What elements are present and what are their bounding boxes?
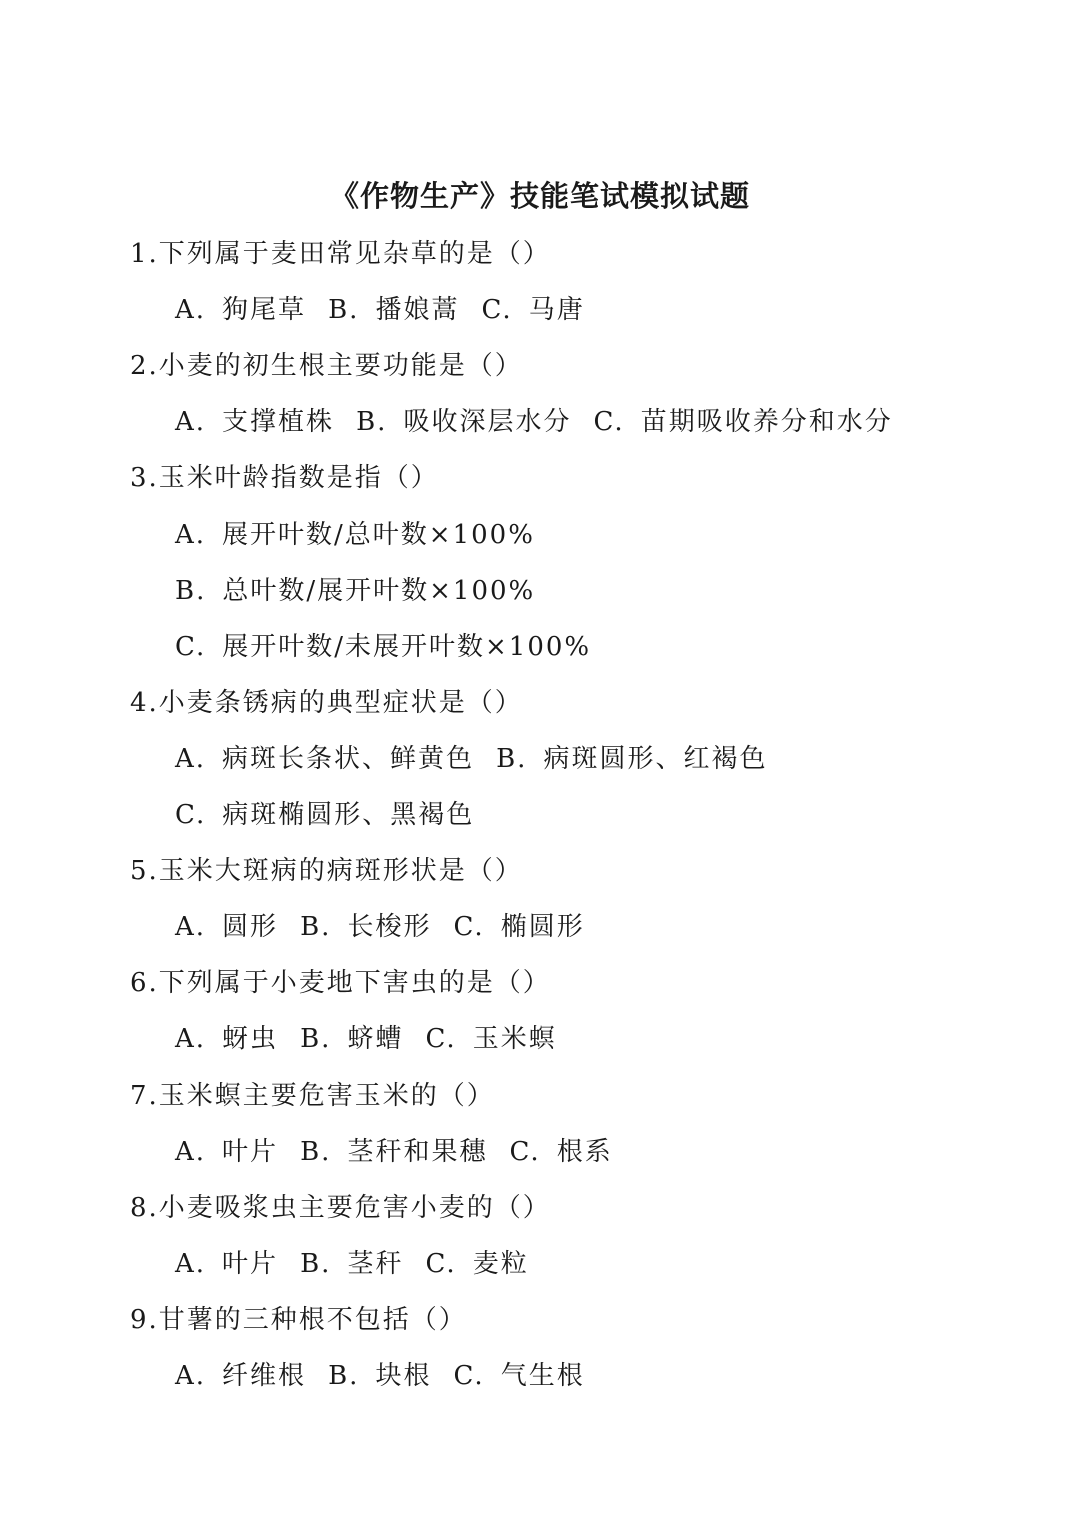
option-text: 病斑圆形、红褐色 — [543, 743, 768, 774]
question-1: 1.下列属于麦田常见杂草的是（） — [130, 239, 551, 269]
option — [509, 1132, 612, 1172]
options-row — [175, 402, 893, 442]
option — [175, 627, 591, 667]
option — [175, 1132, 278, 1172]
option-key: A. — [175, 295, 207, 326]
option-text: 展开叶数/总叶数×100% — [222, 519, 535, 550]
option-text: 茎秆和果穗 — [347, 1136, 488, 1167]
option-key: A. — [175, 519, 207, 550]
option-text: 吸收深层水分 — [403, 407, 572, 438]
option-key: A. — [175, 912, 207, 943]
option — [453, 1356, 584, 1396]
option-key: C. — [453, 1361, 485, 1391]
question-2: 2.小麦的初生根主要功能是（） — [130, 351, 523, 382]
option — [175, 402, 334, 442]
option — [425, 1019, 556, 1059]
options-row — [175, 1356, 585, 1396]
option-key: A. — [175, 1136, 207, 1167]
option — [300, 1132, 487, 1172]
option — [328, 290, 459, 330]
options-row — [175, 739, 767, 779]
option — [175, 739, 474, 779]
option-key: C. — [425, 1248, 457, 1279]
option-text: 马唐 — [528, 295, 585, 326]
option-text: 总叶数/展开叶数×100% — [222, 575, 536, 606]
question-5: 5.玉米大斑病的病斑形状是（） — [130, 856, 523, 887]
option-key: C. — [175, 800, 207, 830]
page-title: 《作物生产》技能笔试模拟试题 — [329, 179, 750, 213]
option-text: 麦粒 — [472, 1248, 529, 1279]
option-text: 纤维根 — [222, 1361, 307, 1391]
option — [175, 1019, 278, 1059]
option-text: 蚜虫 — [222, 1024, 279, 1055]
option-text: 块根 — [375, 1361, 432, 1391]
question-6: 6.下列属于小麦地下害虫的是（） — [130, 968, 551, 999]
options-row — [175, 907, 585, 947]
option — [453, 907, 584, 947]
option-text: 展开叶数/未展开叶数×100% — [222, 631, 592, 662]
option-key: C. — [593, 407, 625, 438]
option — [175, 290, 306, 330]
option-text: 玉米螟 — [472, 1024, 557, 1055]
option-key: B. — [300, 1136, 332, 1167]
option — [300, 907, 431, 947]
option-text: 播娘蒿 — [375, 295, 460, 326]
options-row — [175, 515, 535, 555]
option — [425, 1244, 528, 1284]
option — [356, 402, 571, 442]
option-key: A. — [175, 1248, 207, 1279]
option-text: 叶片 — [222, 1248, 279, 1279]
option-key: B. — [356, 407, 388, 438]
option-key: C. — [453, 912, 485, 943]
option — [175, 571, 535, 611]
option-text: 病斑椭圆形、黑褐色 — [222, 800, 475, 830]
options-row — [175, 571, 535, 611]
option-key: A. — [175, 407, 207, 438]
option-text: 椭圆形 — [500, 912, 585, 943]
option-text: 蛴螬 — [347, 1024, 404, 1055]
option-key: C. — [175, 631, 207, 662]
question-8: 8.小麦吸浆虫主要危害小麦的（） — [130, 1192, 551, 1223]
option-key: B. — [300, 1248, 332, 1279]
option — [175, 515, 535, 555]
option-text: 支撑植株 — [222, 407, 335, 438]
option-key: B. — [175, 575, 207, 606]
option-key: B. — [328, 295, 360, 326]
option — [300, 1019, 403, 1059]
options-row — [175, 627, 591, 667]
option-text: 根系 — [556, 1136, 613, 1167]
option — [300, 1244, 403, 1284]
option-key: A. — [175, 743, 207, 774]
option-text: 茎秆 — [347, 1248, 404, 1279]
option-text: 狗尾草 — [222, 295, 307, 326]
question-3: 3.玉米叶龄指数是指（） — [130, 463, 439, 494]
option — [593, 402, 892, 442]
option-key: B. — [300, 1024, 332, 1055]
option-text: 长梭形 — [347, 912, 432, 943]
option-key: B. — [328, 1361, 360, 1391]
option-key: C. — [425, 1024, 457, 1055]
option-text: 苗期吸收养分和水分 — [640, 407, 893, 438]
option-text: 病斑长条状、鲜黄色 — [222, 743, 475, 774]
option-text: 叶片 — [222, 1136, 279, 1167]
option — [175, 1244, 278, 1284]
option — [175, 1356, 306, 1396]
option-key: C. — [481, 295, 513, 326]
question-4: 4.小麦条锈病的典型症状是（） — [130, 687, 523, 718]
option-key: B. — [496, 743, 528, 774]
options-row — [175, 1132, 613, 1172]
option — [481, 290, 584, 330]
option-key: B. — [300, 912, 332, 943]
option — [175, 907, 278, 947]
question-7: 7.玉米螟主要危害玉米的（） — [130, 1080, 495, 1111]
option-key: C. — [509, 1136, 541, 1167]
options-row — [175, 1244, 529, 1284]
options-row — [175, 290, 585, 330]
option — [175, 795, 474, 835]
option-text: 圆形 — [222, 912, 279, 943]
option — [496, 739, 767, 779]
option-key: A. — [175, 1024, 207, 1055]
question-9: 9.甘薯的三种根不包括（） — [130, 1304, 467, 1335]
options-row — [175, 795, 474, 835]
option-key: A. — [175, 1361, 207, 1391]
options-row — [175, 1019, 557, 1059]
option — [328, 1356, 431, 1396]
option-text: 气生根 — [500, 1361, 585, 1391]
